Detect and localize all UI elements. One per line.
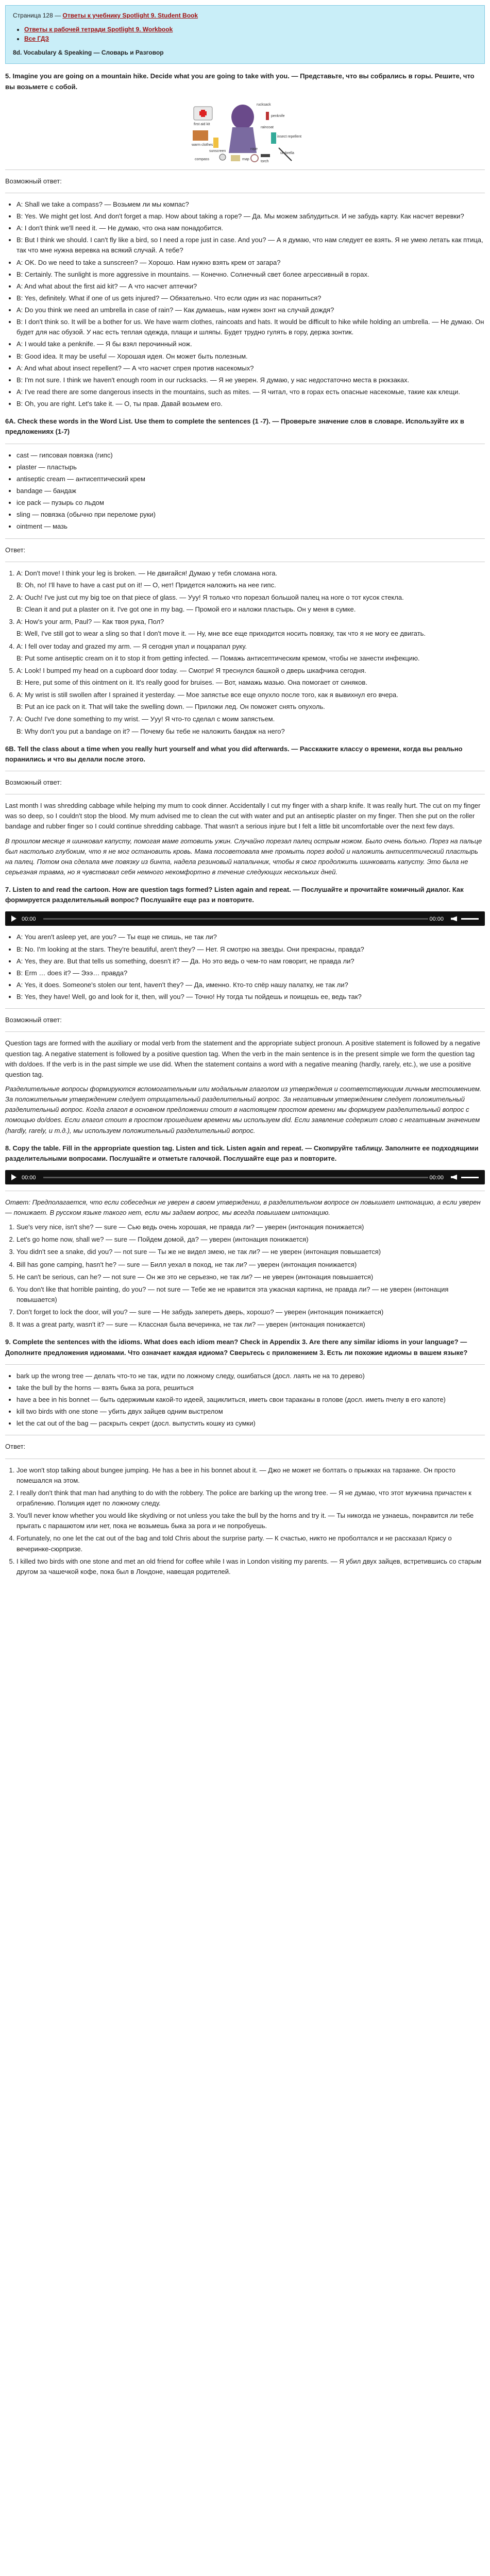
answer-item: 1. Sue's very nice, isn't she? — sure — Сью ведь очень хорошая, не правда ли? — уверен (интонация понижается) (16, 1222, 485, 1232)
progress-bar[interactable] (43, 918, 428, 920)
answer-item: 6. You don't like that horrible painting, do you? — not sure — Тебе же не нравится эта ужасная картина, не правда ли? — не уверен (интонация повышается) (16, 1284, 485, 1305)
progress-bar[interactable] (43, 1177, 428, 1178)
dialogue-line: • B: Good idea. It may be useful — Хорошая идея. Он может быть полезным. (16, 351, 485, 362)
word-item: • sling — повязка (обычно при переломе руки) (16, 510, 485, 520)
answer-line: 2. A: Ouch! I've just cut my big toe on that piece of glass. — Ууу! Я только что порезал большой палец на ноге о тот кусок стекла. (16, 594, 404, 602)
dialogue-line: • A: Do you think we need an umbrella in case of rain? — Как думаешь, нам нужен зонт на случай дождя? (16, 305, 485, 315)
answer-line: B: Well, I've still got to wear a sling so that I don't move it. — Ну, мне все еще приходится носить повязку, так что я не могу ее двигать. (16, 630, 426, 638)
dialogue-line: • B: No. I'm looking at the stars. They're beautiful, aren't they? — Нет. Я смотрю на звезды. Они прекрасны, правда? (16, 944, 485, 955)
illus-label: sunscreen (209, 149, 226, 153)
word-item: • cast — гипсовая повязка (гипс) (16, 450, 485, 461)
answer-item: 5. I killed two birds with one stone and met an old friend for coffee while I was in London visiting my parents. — Я убил двух зайцев, встретившись со старым другом за чашечкой кофе, пока был в Лондоне, навещая родителей. (16, 1556, 485, 1577)
all-gdz-link[interactable]: Все ГДЗ (24, 35, 49, 43)
ex7-dialogue (5, 932, 485, 1002)
dialogue-line: • A: I've read there are some dangerous insects in the mountains, such as mites. — Я читал, что в горах есть опасные насекомые, такие как клещи. (16, 387, 485, 397)
ex6a-title: 6A. Check these words in the Word List. Use them to complete the sentences (1 -7). — Проверьте значение слов в словаре. Используйте их в предложениях (1-7) (5, 417, 464, 436)
illus-label: compass (194, 157, 209, 161)
answer-item: 5. He can't be serious, can he? — not sure — Он же это не серьезно, не так ли? — не уверен (интонация повышается) (16, 1272, 485, 1282)
illus-label: rucksack (256, 103, 271, 107)
answer-line: 5. A: Look! I bumped my head on a cupboard door today. — Смотри! Я треснулся башкой о дверь шкафчика сегодня. (16, 666, 366, 674)
word-item: • ice pack — пузырь со льдом (16, 498, 485, 508)
dialogue-line: • A: And what about insect repellent? — А что насчет спрея против насекомых? (16, 363, 485, 374)
student-book-link[interactable]: Ответы к учебнику Spotlight 9. Student Book (62, 12, 198, 19)
answer-item: 2. Let's go home now, shall we? — sure — Пойдем домой, да? — уверен (интонация понижается) (16, 1234, 485, 1245)
illus-label: insect repellent (277, 134, 301, 139)
illus-label: umbrella (280, 151, 294, 155)
answer-item: 4. Bill has gone camping, hasn't he? — sure — Билл уехал в поход, не так ли? — уверен (интонация понижается) (16, 1260, 485, 1270)
volume-slider[interactable] (461, 918, 479, 920)
ex8-intro: Ответ: Предполагается, что если собеседник не уверен в своем утверждении, в разделительном вопросе он повышает интонацию, а если уверен — понижает. В русском языке такого нет, если мы задаем вопрос, мы всегда повышаем интонацию. (5, 1198, 481, 1217)
play-icon[interactable] (11, 916, 16, 922)
audio-player[interactable] (5, 911, 485, 926)
total-time: 00:00 (429, 1174, 444, 1181)
dialogue-line: • B: Yes. We might get lost. And don't forget a map. How about taking a rope? — Да. Мы можем заблудиться. И не забудь карту. Как насчет веревки? (16, 211, 485, 222)
answer-line: 4. A: I fell over today and grazed my arm. — Я сегодня упал и поцарапал руку. (16, 642, 247, 650)
illus-label: rope (250, 147, 258, 151)
answer-item (16, 617, 485, 639)
illus-label: map (242, 157, 249, 161)
dialogue-line: • A: I don't think we'll need it. — Не думаю, что она нам понадобится. (16, 223, 485, 233)
dialogue-line: • B: Erm … does it? — Эээ… правда? (16, 968, 485, 978)
volume-icon[interactable] (451, 916, 457, 921)
ex5-title: 5. Imagine you are going on a mountain hike. Decide what you are going to take with you. — Представьте, что вы собрались в горы. Решите, что вы возьмете с собой. (5, 72, 475, 91)
illus-label: first aid kit (193, 122, 210, 126)
word-item: • plaster — пластырь (16, 462, 485, 472)
answer-item: 8. It was a great party, wasn't it? — sure — Классная была вечеринка, не так ли? — уверен (интонация понижается) (16, 1319, 485, 1330)
ex5-dialogue (5, 199, 485, 410)
ex6b-english-text: Last month I was shredding cabbage while helping my mum to cook dinner. Accidentally I cut my finger with a sharp knife. It was really hurt. The cut on my finger was so deep, so I couldn't stop the blood. My mum advised me to clean the cut with water and put an antiseptic plaster on my finger. Then she put on the roller bandage and rubber finger so I could continue shredding cabbage. That wasn't a serious injure but I felt a little bit uncomfortable over the next few days. (5, 802, 481, 831)
answer-line: B: Put an ice pack on it. That will take the swelling down. — Приложи лед. Он поможет снять опухоль. (16, 703, 325, 711)
dialogue-line: • B: I don't think so. It will be a bother for us. We have warm clothes, raincoats and hats. It would be difficult to hike while holding an umbrella. — Не думаю. Он будет для нас обузой. У нас есть теплая одежда, плащи и шляпы. Будет трудно гулять в гору, держа зонтик. (16, 317, 485, 337)
breadcrumb: 8d. Vocabulary & Speaking — Словарь и Разговор (13, 48, 164, 56)
word-item: • antiseptic cream — антисептический крем (16, 474, 485, 484)
answer-line: 7. A: Ouch! I've done something to my wrist. — Ууу! Я что-то сделал с моим запястьем. (16, 715, 275, 723)
ex6b-russian-text: В прошлом месяце я шинковал капусту, помогая маме готовить ужин. Случайно порезал палец острым ножом. Было очень больно. Порез на пальце был настолько глубоким, что я не мог остановить кровь. Мама посоветовала мне промыть порез водой и наложить антисептический пластырь на палец. Потом она сделала мне повязку из бинта, надела резиновый напальчник, чтобы я смог продолжить шинковать капусту. Это была не серьезная травма, но я чувствовал себя немного некомфортно в течение следующих нескольких дней. (5, 837, 482, 876)
header-link-item (24, 25, 477, 35)
illus-label: penknife (271, 114, 284, 118)
ex6b-title: 6B. Tell the class about a time when you really hurt yourself and what you did afterwards. — Расскажите классу о времени, когда вы реально поранились и что вы делали после этого. (5, 744, 463, 763)
answer-item: 1. Joe won't stop talking about bungee jumping. He has a bee in his bonnet about it. — Джо не может не болтать о прыжках на тарзанке. Он просто помешался на этом. (16, 1465, 485, 1486)
divider (5, 538, 485, 539)
dialogue-line: • A: I would take a penknife. — Я бы взял перочинный нож. (16, 339, 485, 349)
illus-label: warm clothes (191, 143, 213, 147)
answer-line: B: Put some antiseptic cream on it to stop it from getting infected. — Помажь антисептическим кремом, чтобы не занести инфекцию. (16, 654, 420, 662)
answer-label: Возможный ответ: (5, 778, 62, 786)
hiking-gear-illustration (189, 96, 302, 163)
answer-item (16, 690, 485, 712)
dialogue-line: • A: And what about the first aid kit? — А что насчет аптечки? (16, 281, 485, 292)
audio-player[interactable] (5, 1170, 485, 1184)
ex9-title: 9. Complete the sentences with the idioms. What does each idiom mean? Check in Appendix 3. Are there any similar idioms in your language? — Дополните предложения идиомами. Что означает каждая идиома? Сверьтесь с приложением 3. Есть ли похожие идиомы в вашем языке? (5, 1338, 468, 1357)
idiom-item: • kill two birds with one stone — убить двух зайцев одним выстрелом (16, 1406, 485, 1417)
answer-line: B: Why don't you put a bandage on it? — Почему бы тебе не наложить бандаж на него? (16, 727, 285, 735)
ex6a-answers (5, 568, 485, 737)
workbook-link[interactable]: Ответы к рабочей тетради Spotlight 9. Workbook (24, 25, 173, 33)
header-links (13, 25, 477, 44)
page-label-line (13, 11, 477, 21)
ex8-title: 8. Copy the table. Fill in the appropriate question tag. Listen and tick. Listen again and repeat. — Скопируйте таблицу. Заполните ее подходящими разделительными вопросами. Послушайте и отметьте галочкой. Послушайте еще раз и повторите. (5, 1144, 479, 1162)
answer-item (16, 641, 485, 664)
answer-label: Возможный ответ: (5, 177, 62, 185)
current-time: 00:00 (22, 1174, 36, 1181)
word-item: • ointment — мазь (16, 521, 485, 532)
dialogue-line: • B: Certainly. The sunlight is more aggressive in mountains. — Конечно. Солнечный свет более агрессивный в горах. (16, 269, 485, 280)
idiom-item: • take the bull by the horns — взять быка за рога, решиться (16, 1383, 485, 1393)
dialogue-line: • B: But I think we should. I can't fly like a bird, so I need a rope just in case. And you? — А я думаю, что нам следует ее взять. Я не умею летать как птица, так что мне нужна веревка на всякий случай. А тебе? (16, 235, 485, 256)
answer-label: Ответ: (5, 1443, 26, 1451)
answer-item: 4. Fortunately, no one let the cat out of the bag and told Chris about the surprise party. — К счастью, никто не проболтался и не рассказал Крису о вечеринке-сюрпризе. (16, 1533, 485, 1554)
idiom-item: • bark up the wrong tree — делать что-то не так, идти по ложному следу, ошибаться (досл. лаять не на то дерево) (16, 1371, 485, 1381)
answer-label: Возможный ответ: (5, 1016, 62, 1024)
dialogue-line: • B: Yes, definitely. What if one of us gets injured? — Обязательно. Что если один из нас пораниться? (16, 293, 485, 303)
answer-line: 1. A: Don't move! I think your leg is broken. — Не двигайся! Думаю у тебя сломана нога. (16, 569, 278, 577)
ex9-answers (5, 1465, 485, 1577)
answer-item (16, 568, 485, 590)
idiom-item: • let the cat out of the bag — раскрыть секрет (досл. выпустить кошку из сумки) (16, 1418, 485, 1429)
dialogue-line: • A: You aren't asleep yet, are you? — Ты еще не спишь, не так ли? (16, 932, 485, 942)
answer-item: 2. I really don't think that man had anything to do with the robbery. The police are barking up the wrong tree. — Я не думаю, что этот мужчина причастен к ограблению. Полиция идет по ложному следу. (16, 1488, 485, 1509)
dialogue-line: • B: Oh, you are right. Let's take it. — О, ты прав. Давай возьмем его. (16, 399, 485, 409)
dialogue-line: • A: Shall we take a compass? — Возьмем ли мы компас? (16, 199, 485, 210)
divider (5, 1364, 485, 1365)
volume-slider[interactable] (461, 1177, 479, 1178)
dialogue-line: • B: I'm not sure. I think we haven't enough room in our rucksacks. — Я не уверен. Я думаю, у нас недостаточно места в рюкзаках. (16, 375, 485, 385)
volume-icon[interactable] (451, 1175, 457, 1180)
ex7-title: 7. Listen to and read the cartoon. How are question tags formed? Listen again and repeat. — Послушайте и прочитайте комичный диалог. Как формируется разделительный вопрос? Послушайте еще раз и повторите. (5, 886, 464, 904)
answer-item: 7. Don't forget to lock the door, will you? — sure — Не забудь запереть дверь, хорошо? — уверен (интонация понижается) (16, 1307, 485, 1317)
dialogue-line: • A: Yes, it does. Someone's stolen our tent, haven't they? — Да, именно. Кто-то спёр нашу палатку, не так ли? (16, 980, 485, 990)
total-time: 00:00 (429, 916, 444, 923)
header-link-item (24, 34, 477, 44)
answer-line: B: Oh, no! I'll have to have a cast put on it! — О, нет! Придется наложить на нее гипс. (16, 581, 276, 589)
ex6a-words (5, 450, 485, 532)
idiom-item: • have a bee in his bonnet — быть одержимым какой-то идеей, зациклиться, иметь свои тараканы в голове (досл. иметь пчелу в его капоте) (16, 1395, 485, 1405)
word-item: • bandage — бандаж (16, 486, 485, 496)
answer-line: 3. A: How's your arm, Paul? — Как твоя рука, Пол? (16, 618, 164, 626)
answer-line: B: Here, put some of this ointment on it. It's really good for bruises. — Вот, намажь мазью. Она помогает от синяков. (16, 679, 367, 686)
answer-item: 3. You didn't see a snake, did you? — not sure — Ты же не видел змею, не так ли? — не уверен (интонация повышается) (16, 1247, 485, 1257)
divider (5, 1031, 485, 1032)
answer-label: Ответ: (5, 546, 26, 554)
answer-item (16, 714, 485, 736)
main-content (0, 71, 490, 1577)
ex8-answers (5, 1222, 485, 1330)
illus-label: torch (260, 159, 269, 163)
dialogue-line: • A: OK. Do we need to take a sunscreen? — Хорошо. Нам нужно взять крем от загара? (16, 258, 485, 268)
answer-line: 6. A: My wrist is still swollen after I sprained it yesterday. — Мое запястье все еще опухло после того, как я вывихнул его вчера. (16, 691, 398, 699)
dialogue-line: • A: Yes, they are. But that tells us something, doesn't it? — Да. Но это ведь о чем-то нам говорит, не правда ли? (16, 956, 485, 967)
answer-line: B: Clean it and put a plaster on it. I've got one in my bag. — Промой его и наложи пластырь. Он у меня в сумке. (16, 605, 356, 614)
ex9-idioms (5, 1371, 485, 1429)
ex7-russian-text: Разделительные вопросы формируются вспомогательным или модальным глаголом из утверждения и соответствующим личным местоимением. За положительным утверждением следует отрицательный разделительный вопрос. За негативным утверждением следует положительный разделительный вопрос. Когда глагол в основном предложении стоит в настоящем простом времени мы формируем разделительный вопрос с помощью do/does. Если глагол стоит в простом прошедшем времени мы используем did. Если заявление содержит слово с негативным значением (hardly, rarely, и т.д.), мы используем положительный разделительный вопрос. (5, 1084, 482, 1134)
answer-item (16, 666, 485, 688)
dialogue-line: • B: Yes, they have! Well, go and look for it, then, will you? — Точно! Ну тогда ты пойдешь и поищешь ее, ведь так? (16, 992, 485, 1002)
ex7-english-text: Question tags are formed with the auxiliary or modal verb from the statement and the appropriate subject pronoun. A positive statement is followed by a negative question tag. A negative statement is followed by a positive question tag. When the verb in the main sentence is in the present simple we form the question tag with do/does. If the verb is in the past simple we use did. When the statement contains a word with a negative meaning (hardly, rarely, etc.), we use a positive question tag. (5, 1039, 481, 1078)
header-box (5, 5, 485, 64)
play-icon[interactable] (11, 1174, 16, 1180)
current-time: 00:00 (22, 916, 36, 923)
illus-label: raincoat (260, 125, 274, 129)
divider (5, 1008, 485, 1009)
answer-item (16, 592, 485, 615)
answer-item: 3. You'll never know whether you would like skydiving or not unless you take the bull by the horns and try it. — Ты никогда не узнаешь, понравится ли тебе прыгать с парашютом или нет, пока не возьмешь быка за рога и не попробуешь. (16, 1511, 485, 1531)
page-label: Страница 128 — (13, 12, 63, 19)
